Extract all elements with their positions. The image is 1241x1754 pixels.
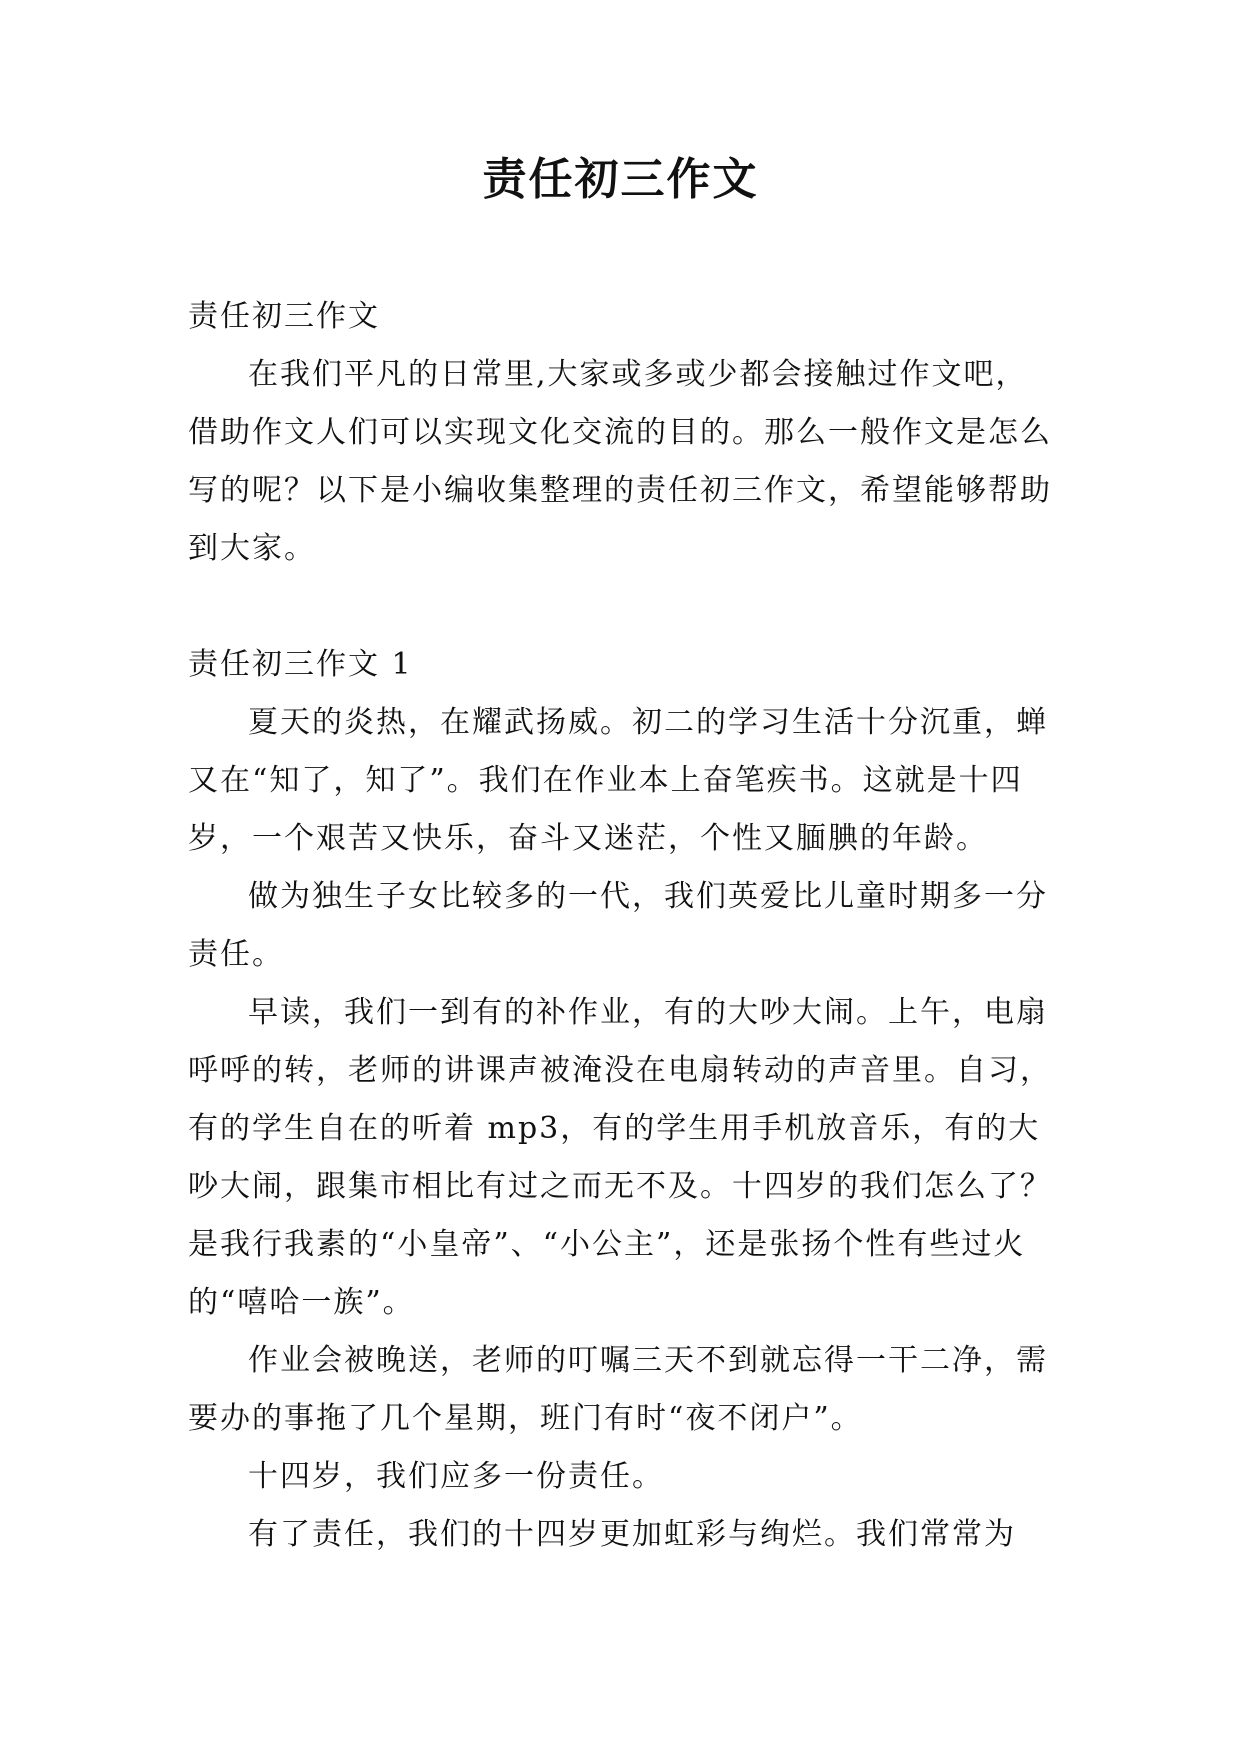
essay-paragraph: 夏天的炎热，在耀武扬威。初二的学习生活十分沉重，蝉又在“知了，知了”。我们在作业本上奋笔疾书。这就是十四岁，一个艰苦又快乐，奋斗又迷茫，个性又腼腆的年龄。 xyxy=(188,705,1048,856)
section-spacer xyxy=(188,578,1058,636)
essay-heading: 责任初三作文 1 xyxy=(188,647,413,682)
intro-paragraph: 在我们平凡的日常里,大家或多或少都会接触过作文吧，借助作文人们可以实现文化交流的目的。那么一般作文是怎么写的呢？以下是小编收集整理的责任初三作文，希望能够帮助到大家。 xyxy=(188,357,1052,566)
intro-heading: 责任初三作文 xyxy=(188,299,380,334)
essay-paragraph: 有了责任，我们的十四岁更加虹彩与绚烂。我们常常为 xyxy=(248,1517,1016,1552)
essay-paragraph: 做为独生子女比较多的一代，我们英爱比儿童时期多一分责任。 xyxy=(188,879,1048,972)
document-body xyxy=(188,288,1058,1564)
document-title: 责任初三作文 xyxy=(482,154,759,205)
essay-paragraph: 作业会被晚送，老师的叮嘱三天不到就忘得一干二净，需要办的事拖了几个星期，班门有时“夜不闭户”。 xyxy=(188,1343,1048,1436)
essay-paragraph: 早读，我们一到有的补作业，有的大吵大闹。上午，电扇呼呼的转，老师的讲课声被淹没在电扇转动的声音里。自习，有的学生自在的听着 mp3，有的学生用手机放音乐，有的大吵大闹，跟集市相比有过之而无不及。十四岁的我们怎么了？是我行我素的“小皇帝”、“小公主”，还是张扬个性有些过火的“嘻哈一族”。 xyxy=(188,995,1052,1320)
essay-paragraph: 十四岁，我们应多一份责任。 xyxy=(248,1459,664,1494)
